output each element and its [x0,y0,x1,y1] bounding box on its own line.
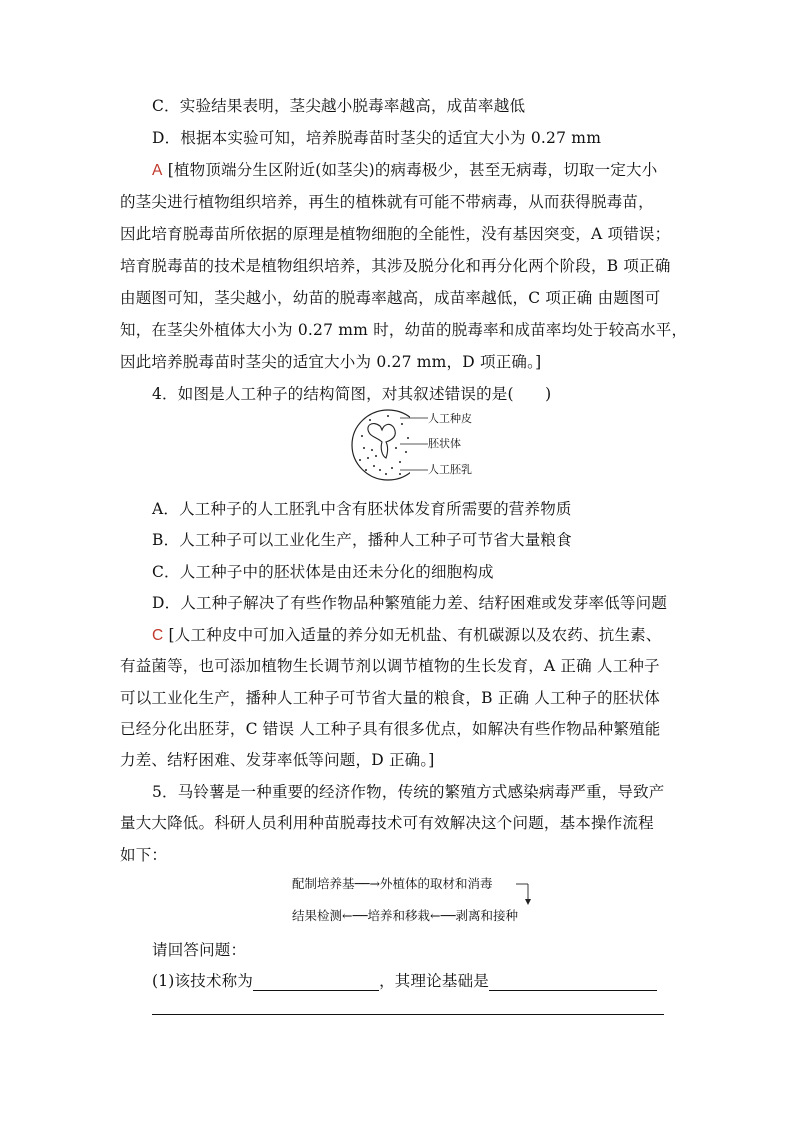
q3-option-c: C．实验结果表明，茎尖越小脱毒率越高，成苗率越低 [152,97,526,115]
q3-explanation-line-6: 知，在茎尖外植体大小为 0.27 mm 时，幼苗的脱毒率和成苗率均处于较高水平， [120,321,688,339]
q3-explanation-line-1: A [植物顶端分生区附近(如茎尖)的病毒极少，甚至无病毒，切取一定大小 [152,161,658,179]
figure-leader-lines [400,408,430,484]
embryoid-shape [368,424,395,458]
flow-row-2: 结果检测←──培养和移栽←──剥离和接种 [292,908,519,923]
q5-prompt: 请回答问题： [152,941,247,959]
q4-explanation-line-3: 可以工业化生产，播种人工种子可节省大量的粮食，B 正确 人工种子的胚状体 [120,689,660,707]
q3-explanation-line-4: 培育脱毒苗的技术是植物组织培养，其涉及脱分化和再分化两个阶段，B 项正确 [120,257,671,275]
q3-explanation-line-5: 由题图可知，茎尖越小，幼苗的脱毒率越高，成苗率越低，C 项正确 由题图可 [120,289,661,307]
q3-explanation-line-7: 因此培养脱毒苗时茎尖的适宜大小为 0.27 mm，D 项正确。] [120,353,542,371]
q4-explanation-line-4: 已经分化出胚芽，C 错误 人工种子具有很多优点，如解决有些作物品种繁殖能 [120,720,661,738]
label-embryoid: 胚状体 [428,437,461,450]
label-endosperm: 人工胚乳 [428,463,472,476]
q4-stem: 4．如图是人工种子的结构简图，对其叙述错误的是( ) [152,385,552,403]
q4-explanation-line-2: 有益菌等，也可添加植物生长调节剂以调节植物的生长发育，A 正确 人工种子 [120,657,660,675]
flow-row-1: 配制培养基──→外植体的取材和消毒 [292,876,493,891]
label-seed-coat: 人工种皮 [428,412,472,425]
answer-blank-line-3[interactable] [152,1014,664,1015]
q5-stem-line-3: 如下： [120,846,168,864]
q3-option-d: D．根据本实验可知，培养脱毒苗时茎尖的适宜大小为 0.27 mm [152,129,602,147]
answer-blank-1[interactable] [253,974,379,991]
q4-option-b: B．人工种子可以工业化生产，播种人工种子可节省大量粮食 [152,531,572,549]
q4-option-a: A．人工种子的人工胚乳中含有胚状体发育所需要的营养物质 [152,500,572,518]
q3-explanation-line-2: 的茎尖进行植物组织培养，再生的植株就有可能不带病毒，从而获得脱毒苗， [120,193,654,211]
q4-explanation-line-1: C [人工种皮中可加入适量的养分如无机盐、有机碳源以及农药、抗生素、 [152,626,662,644]
q3-answer-letter: A [152,162,163,179]
q4-option-d: D．人工种子解决了有些作物品种繁殖能力差、结籽困难或发芽率低等问题 [152,594,668,612]
q5-stem-line-1: 5．马铃薯是一种重要的经济作物，传统的繁殖方式感染病毒严重，导致产 [152,783,665,801]
q5-stem-line-2: 量大大降低。科研人员利用种苗脱毒技术可有效解决这个问题，基本操作流程 [120,814,654,832]
flow-turn-arrow [516,880,534,908]
q3-explanation-line-3: 因此培育脱毒苗所依据的原理是植物细胞的全能性，没有基因突变，A 项错误； [120,225,671,243]
answer-blank-2[interactable] [489,974,657,991]
q4-option-c: C．人工种子中的胚状体是由还未分化的细胞构成 [152,563,494,581]
q5-sub1: (1)该技术称为 ，其理论基础是 [152,971,672,991]
q4-answer-letter: C [152,627,164,644]
q4-explanation-line-5: 力差、结籽困难、发芽率低等问题，D 正确。] [120,751,435,769]
